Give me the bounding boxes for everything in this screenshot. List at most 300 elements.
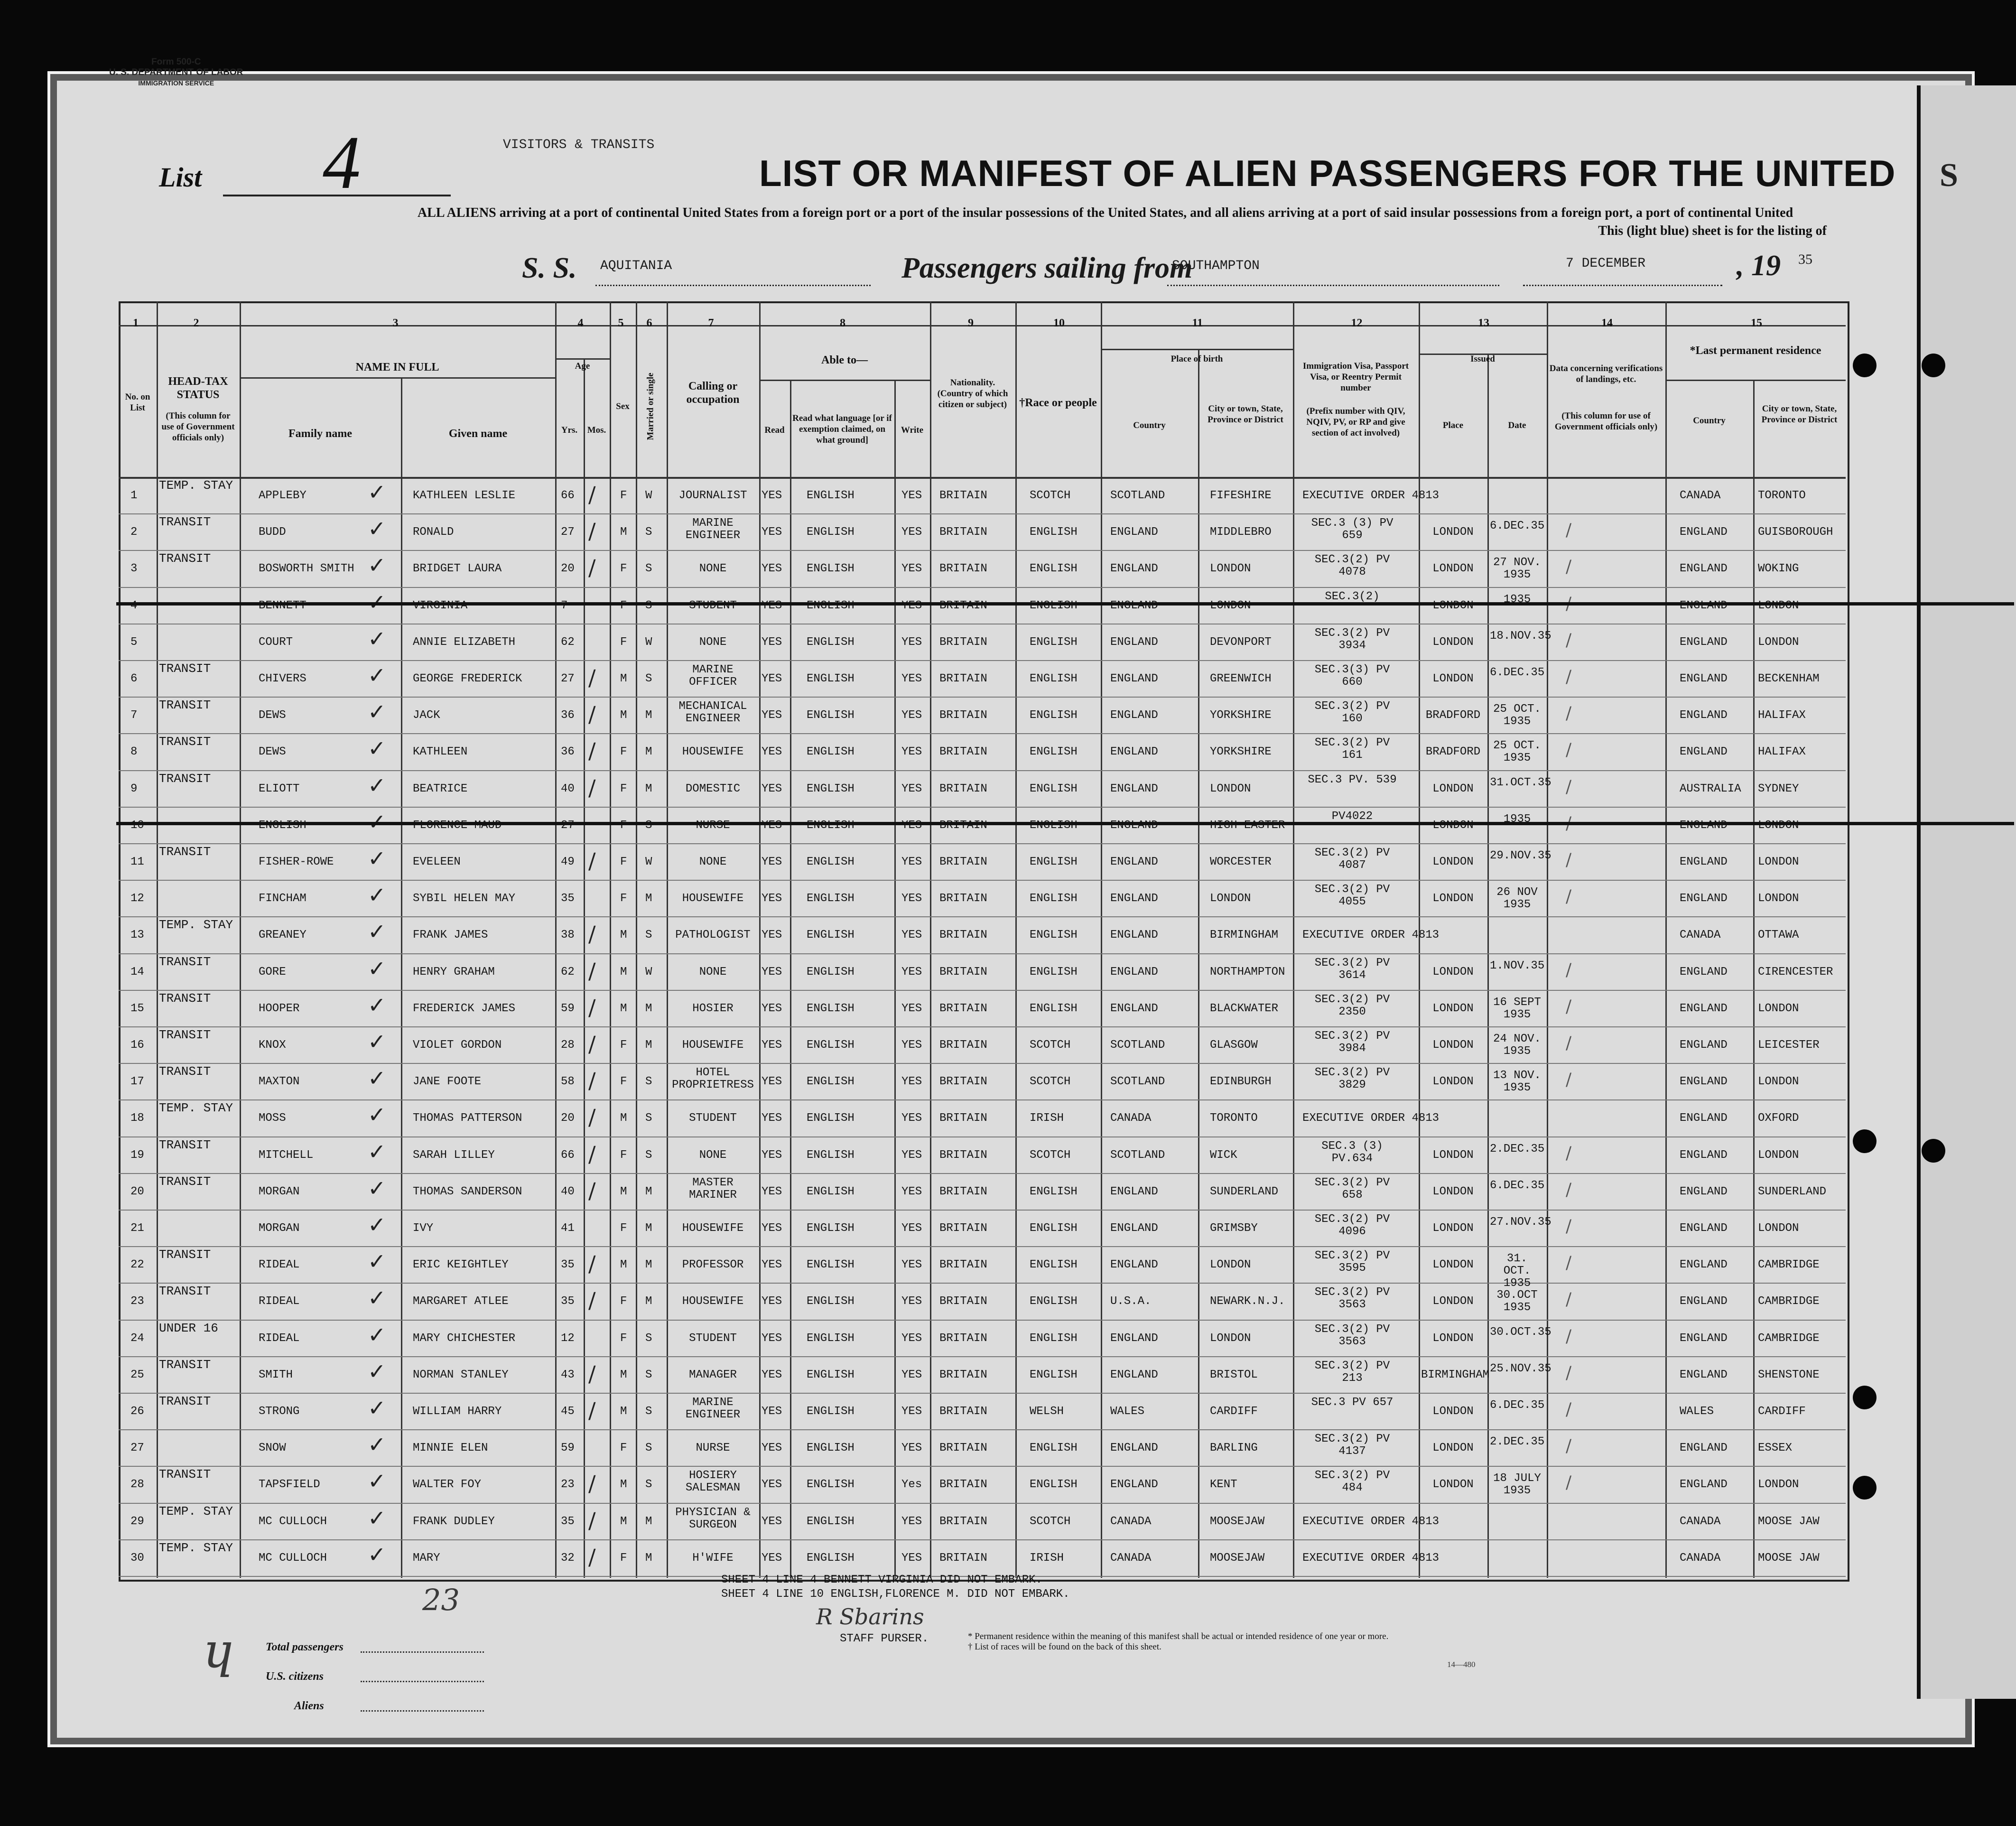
handwritten-tally-mark: ɥ (204, 1623, 235, 1678)
column-number-row-line (119, 325, 1846, 326)
table-row-line (119, 1099, 1846, 1100)
birth-city: CARDIFF (1210, 1405, 1258, 1418)
read-language: ENGLISH (807, 745, 855, 759)
check-mark-icon: / (588, 1141, 596, 1167)
row-number: 19 (130, 1148, 144, 1162)
department-name: U. S. DEPARTMENT OF LABOR (109, 67, 243, 77)
residence-country: ENGLAND (1680, 1112, 1728, 1125)
birth-country: CANADA (1110, 1515, 1152, 1528)
occupation: NONE (699, 856, 727, 868)
family-name: KNOX (259, 1039, 286, 1052)
family-name: MORGAN (259, 1222, 300, 1235)
read-language: ENGLISH (807, 1405, 855, 1418)
read-language: ENGLISH (807, 635, 855, 649)
sub-column-divider (790, 380, 791, 1578)
head-tax-status: TEMP. STAY (159, 1540, 233, 1555)
issue-place: LONDON (1432, 819, 1474, 832)
nationality: BRITAIN (939, 1295, 987, 1308)
can-read: YES (762, 1551, 782, 1565)
head-tax-status: TRANSIT (159, 991, 211, 1006)
check-mark-icon: ✓ (368, 1138, 386, 1165)
check-mark-icon: ✓ (368, 1065, 386, 1091)
given-name: WILLIAM HARRY (413, 1405, 502, 1418)
row-number: 1 (130, 489, 138, 502)
race-or-people: ENGLISH (1030, 1258, 1078, 1272)
category-stamp: VISITORS & TRANSITS (503, 138, 655, 152)
visa-number: SEC.3(2) PV 3595 (1314, 1249, 1390, 1275)
can-read: YES (762, 1075, 782, 1089)
check-mark-icon: / (1566, 1473, 1572, 1493)
birth-city: TORONTO (1210, 1112, 1258, 1125)
column-divider (1547, 301, 1548, 1578)
can-read: YES (762, 1405, 782, 1418)
birth-country: ENGLAND (1110, 1185, 1158, 1198)
issue-date: 31.OCT.35 (1490, 776, 1551, 789)
residence-city: SYDNEY (1758, 782, 1799, 795)
occupation: MARINE ENGINEER (685, 517, 741, 542)
can-write: YES (901, 526, 922, 539)
column-divider (636, 301, 637, 1578)
can-write: Yes (901, 1478, 922, 1491)
table-row-line (119, 770, 1846, 771)
residence-city: OTTAWA (1758, 929, 1799, 942)
visa-number: PV4022 (1331, 810, 1373, 823)
sex: F (620, 1075, 627, 1089)
read-language: ENGLISH (807, 1478, 855, 1491)
sex: F (620, 819, 627, 832)
column-number: 1 (133, 317, 139, 329)
residence-city: LONDON (1758, 1478, 1799, 1491)
race-or-people: ENGLISH (1030, 1295, 1078, 1308)
column-divider (157, 301, 158, 1578)
row-number: 21 (130, 1222, 144, 1235)
issue-date: 2.DEC.35 (1490, 1142, 1545, 1155)
read-language: ENGLISH (807, 892, 855, 905)
family-name: RIDEAL (259, 1258, 300, 1272)
sex: M (620, 1405, 627, 1418)
sub-header-line (1665, 380, 1846, 381)
sex: M (620, 1185, 627, 1198)
residence-country: ENGLAND (1680, 856, 1728, 868)
header-last-residence: *Last permanent residence (1690, 345, 1821, 357)
check-mark-icon: ✓ (368, 1248, 386, 1275)
can-read: YES (762, 965, 782, 978)
issue-place: LONDON (1432, 1039, 1474, 1052)
read-language: ENGLISH (807, 1185, 855, 1198)
given-name: WALTER FOY (413, 1478, 482, 1491)
header-head-tax-status: HEAD-TAX STATUS (168, 375, 228, 401)
nationality: BRITAIN (939, 1075, 987, 1089)
can-write: YES (901, 1368, 922, 1381)
sub-column-divider (584, 358, 585, 1578)
given-name: RONALD (413, 526, 454, 539)
given-name: IVY (413, 1222, 434, 1235)
column-divider (930, 301, 931, 1578)
family-name: MITCHELL (259, 1148, 314, 1162)
column-number: 13 (1478, 317, 1489, 329)
issue-place: LONDON (1432, 672, 1474, 685)
birth-country: SCOTLAND (1110, 1148, 1165, 1162)
departure-port-line (1167, 285, 1499, 286)
issue-date: 1935 (1503, 593, 1531, 606)
visa-number: SEC.3(3) PV 660 (1314, 663, 1390, 689)
nationality: BRITAIN (939, 1002, 987, 1015)
occupation: JOURNALIST (678, 489, 747, 502)
occupation: NONE (699, 635, 727, 649)
instruction-text (418, 204, 1841, 240)
issue-date: 29.NOV.35 (1490, 849, 1551, 862)
table-row-line (119, 513, 1846, 514)
birth-city: BRISTOL (1210, 1368, 1258, 1381)
nationality: BRITAIN (939, 965, 987, 978)
occupation: STUDENT (689, 1112, 737, 1125)
handwritten-count: 23 (422, 1583, 460, 1617)
column-number: 11 (1192, 317, 1203, 329)
age-years: 43 (561, 1368, 575, 1381)
staff-purser-label: STAFF PURSER. (840, 1632, 929, 1645)
birth-country: ENGLAND (1110, 672, 1158, 685)
can-write: YES (901, 1185, 922, 1198)
can-read: YES (762, 819, 782, 832)
birth-city: SUNDERLAND (1210, 1185, 1279, 1198)
column-divider (1665, 301, 1667, 1578)
head-tax-status: TRANSIT (159, 551, 211, 566)
read-language: ENGLISH (807, 819, 855, 832)
can-read: YES (762, 782, 782, 795)
age-years: 62 (561, 635, 575, 649)
residence-country: ENGLAND (1680, 672, 1728, 685)
issue-place: LONDON (1432, 782, 1474, 795)
visa-number: SEC.3(2) PV 3934 (1314, 626, 1390, 652)
given-name: THOMAS SANDERSON (413, 1185, 522, 1198)
header-nationality: Nationality. (Country of which citizen or subject) (937, 378, 1008, 410)
visa-number: EXECUTIVE ORDER 4813 (1302, 1515, 1440, 1528)
check-mark-icon: ✓ (368, 955, 386, 981)
check-mark-icon: ✓ (368, 882, 386, 908)
issue-place: LONDON (1432, 1148, 1474, 1162)
residence-city: CIRENCESTER (1758, 965, 1833, 978)
sex: F (620, 489, 627, 502)
race-or-people: SCOTCH (1030, 489, 1071, 502)
marital-status: S (645, 1332, 652, 1345)
residence-city: HALIFAX (1758, 709, 1806, 722)
sex: F (620, 856, 627, 868)
check-mark-icon: / (1566, 1143, 1572, 1163)
check-mark-icon: ✓ (368, 1505, 386, 1531)
can-read: YES (762, 526, 782, 539)
instruction-line-1: ALL ALIENS arriving at a port of continental United States from a foreign port or a port of the insular possessions of the United States, and all aliens arriving at a port of said insular possessions from a foreign port, a port of continental United (418, 205, 1793, 220)
race-or-people: SCOTCH (1030, 1148, 1071, 1162)
can-write: YES (901, 1039, 922, 1052)
birth-country: ENGLAND (1110, 1442, 1158, 1455)
occupation: STUDENT (689, 1332, 737, 1345)
check-mark-icon: ✓ (368, 772, 386, 798)
given-name: ANNIE ELIZABETH (413, 635, 516, 649)
age-years: 36 (561, 745, 575, 759)
check-mark-icon: / (1566, 1436, 1572, 1456)
occupation: NONE (699, 1148, 727, 1162)
birth-country: ENGLAND (1110, 929, 1158, 942)
marital-status: S (645, 1148, 652, 1162)
birth-city: HIGH EASTER (1210, 819, 1285, 832)
family-name: ENGLISH (259, 819, 307, 832)
read-language: ENGLISH (807, 1332, 855, 1345)
can-read: YES (762, 1112, 782, 1125)
residence-city: CAMBRIDGE (1758, 1295, 1820, 1308)
row-number: 30 (130, 1551, 144, 1565)
can-write: YES (901, 489, 922, 502)
check-mark-icon: / (588, 848, 596, 874)
read-language: ENGLISH (807, 1442, 855, 1455)
table-row-line (119, 807, 1846, 808)
family-name: FISHER-ROWE (259, 856, 334, 868)
birth-country: WALES (1110, 1405, 1145, 1418)
row-number: 7 (130, 709, 138, 722)
occupation: H'WIFE (692, 1551, 734, 1565)
age-years: 49 (561, 856, 575, 868)
check-mark-icon: ✓ (368, 1468, 386, 1494)
us-citizens-label: U.S. citizens (266, 1670, 324, 1683)
sex: M (620, 1112, 627, 1125)
sex: F (620, 745, 627, 759)
can-write: YES (901, 929, 922, 942)
check-mark-icon: / (1566, 777, 1572, 797)
residence-country: ENGLAND (1680, 709, 1728, 722)
check-mark-icon: / (588, 1251, 596, 1277)
issue-place: LONDON (1432, 965, 1474, 978)
nationality: BRITAIN (939, 1551, 987, 1565)
birth-city: YORKSHIRE (1210, 709, 1272, 722)
sex: M (620, 1002, 627, 1015)
birth-city: NORTHAMPTON (1210, 965, 1285, 978)
birth-city: WICK (1210, 1148, 1237, 1162)
check-mark-icon: / (588, 1068, 596, 1094)
row-number: 4 (130, 599, 138, 612)
race-or-people: ENGLISH (1030, 635, 1078, 649)
residence-country: ENGLAND (1680, 562, 1728, 576)
family-name: DEWS (259, 745, 286, 759)
departure-port: SOUTHAMPTON (1172, 259, 1260, 273)
birth-country: U.S.A. (1110, 1295, 1152, 1308)
birth-city: MOOSEJAW (1210, 1515, 1265, 1528)
family-name: RIDEAL (259, 1295, 300, 1308)
not-embarked-note-1: SHEET 4 LINE 4 BENNETT VIRGINIA DID NOT EMBARK. (721, 1574, 1042, 1586)
check-mark-icon: / (588, 921, 596, 947)
occupation: HOUSEWIFE (682, 1039, 744, 1052)
can-read: YES (762, 1515, 782, 1528)
residence-city: LONDON (1758, 819, 1799, 832)
column-divider (240, 301, 241, 1578)
sub-column-divider (1753, 380, 1755, 1578)
can-write: YES (901, 1295, 922, 1308)
read-language: ENGLISH (807, 1551, 855, 1565)
row-number: 23 (130, 1295, 144, 1308)
visa-number: SEC.3 PV 657 (1311, 1396, 1394, 1409)
visa-number: EXECUTIVE ORDER 4813 (1302, 1112, 1440, 1125)
read-language: ENGLISH (807, 1112, 855, 1125)
marital-status: S (645, 1442, 652, 1455)
can-write: YES (901, 1258, 922, 1272)
nationality: BRITAIN (939, 1442, 987, 1455)
marital-status: M (645, 1039, 652, 1052)
residence-country: ENGLAND (1680, 1075, 1728, 1089)
column-number: 9 (968, 317, 974, 329)
nationality: BRITAIN (939, 1258, 987, 1272)
marital-status: W (645, 489, 652, 502)
ship-label: S. S. (522, 252, 577, 284)
residence-country: ENGLAND (1680, 1332, 1728, 1345)
age-years: 20 (561, 1112, 575, 1125)
age-years: 66 (561, 489, 575, 502)
sex: M (620, 1515, 627, 1528)
header-age-years: Yrs. (561, 425, 578, 435)
issue-place: LONDON (1432, 1075, 1474, 1089)
birth-country: ENGLAND (1110, 599, 1158, 612)
race-or-people: SCOTCH (1030, 1075, 1071, 1089)
column-divider (1293, 301, 1294, 1578)
check-mark-icon: / (1566, 1326, 1572, 1346)
row-number: 29 (130, 1515, 144, 1528)
head-tax-status: TRANSIT (159, 1394, 211, 1408)
row-number: 28 (130, 1478, 144, 1491)
marital-status: M (645, 745, 652, 759)
row-number: 18 (130, 1112, 144, 1125)
header-verification-note: (This column for use of Government officials only) (1554, 411, 1658, 432)
family-name: MC CULLOCH (259, 1551, 327, 1565)
visa-number: SEC.3(2) PV 484 (1314, 1469, 1390, 1495)
occupation: NONE (699, 965, 727, 978)
table-row-line (119, 1429, 1846, 1430)
marital-status: M (645, 1258, 652, 1272)
can-read: YES (762, 1295, 782, 1308)
birth-country: ENGLAND (1110, 1332, 1158, 1345)
marital-status: W (645, 635, 652, 649)
can-write: YES (901, 892, 922, 905)
visa-number: SEC.3(2) PV 3563 (1314, 1286, 1390, 1312)
residence-city: GUISBOROUGH (1758, 526, 1833, 539)
header-birth-country: Country (1133, 420, 1166, 430)
can-write: YES (901, 856, 922, 868)
check-mark-icon: / (1566, 1253, 1572, 1273)
race-or-people: ENGLISH (1030, 672, 1078, 685)
sex: M (620, 526, 627, 539)
birth-city: BIRMINGHAM (1210, 929, 1279, 942)
residence-city: TORONTO (1758, 489, 1806, 502)
check-mark-icon: / (1566, 667, 1572, 687)
head-tax-status: TRANSIT (159, 698, 211, 713)
race-or-people: ENGLISH (1030, 1002, 1078, 1015)
given-name: BRIDGET LAURA (413, 562, 502, 576)
birth-city: DEVONPORT (1210, 635, 1272, 649)
service-name: IMMIGRATION SERVICE (138, 79, 214, 87)
visa-number: EXECUTIVE ORDER 4813 (1302, 1551, 1440, 1565)
residence-country: ENGLAND (1680, 1148, 1728, 1162)
check-mark-icon: / (1566, 1217, 1572, 1236)
check-mark-icon: ✓ (368, 516, 386, 542)
issue-place: LONDON (1432, 1002, 1474, 1015)
row-number: 3 (130, 562, 138, 576)
check-mark-icon: / (1566, 1180, 1572, 1200)
age-years: 27 (561, 819, 575, 832)
check-mark-icon: ✓ (368, 1541, 386, 1567)
check-mark-icon: ✓ (368, 809, 386, 835)
form-code: 14—480 (1447, 1660, 1476, 1669)
table-row-line (119, 916, 1846, 917)
check-mark-icon: / (1566, 1400, 1572, 1419)
check-mark-icon: / (1566, 630, 1572, 650)
visa-number: SEC.3(2) PV 4096 (1314, 1213, 1390, 1238)
can-read: YES (762, 1258, 782, 1272)
birth-country: ENGLAND (1110, 892, 1158, 905)
birth-city: MIDDLEBRO (1210, 526, 1272, 539)
issue-place: LONDON (1432, 1478, 1474, 1491)
binder-hole (1853, 1386, 1877, 1409)
marital-status: S (645, 562, 652, 576)
head-tax-status: TRANSIT (159, 954, 211, 969)
given-name: MARGARET ATLEE (413, 1295, 509, 1308)
check-mark-icon: / (1566, 1363, 1572, 1383)
read-language: ENGLISH (807, 709, 855, 722)
race-or-people: ENGLISH (1030, 929, 1078, 942)
table-row-line (119, 1320, 1846, 1321)
residence-country: ENGLAND (1680, 892, 1728, 905)
birth-country: ENGLAND (1110, 1368, 1158, 1381)
table-row-line (119, 660, 1846, 661)
residence-country: AUSTRALIA (1680, 782, 1741, 795)
age-years: 59 (561, 1002, 575, 1015)
can-write: YES (901, 782, 922, 795)
nationality: BRITAIN (939, 526, 987, 539)
nationality: BRITAIN (939, 599, 987, 612)
can-read: YES (762, 892, 782, 905)
sex: F (620, 1332, 627, 1345)
nationality: BRITAIN (939, 1405, 987, 1418)
age-years: 20 (561, 562, 575, 576)
race-or-people: SCOTCH (1030, 1515, 1071, 1528)
can-read: YES (762, 489, 782, 502)
can-read: YES (762, 1332, 782, 1345)
nationality: BRITAIN (939, 635, 987, 649)
header-visa-number: Immigration Visa, Passport Visa, or Reentry Permit number (1302, 361, 1409, 393)
birth-city: LONDON (1210, 562, 1251, 576)
nationality: BRITAIN (939, 856, 987, 868)
header-birth-city: City or town, State, Province or District (1208, 404, 1283, 425)
birth-city: EDINBURGH (1210, 1075, 1272, 1089)
marital-status: M (645, 1295, 652, 1308)
row-number: 16 (130, 1039, 144, 1052)
not-embarked-note-2: SHEET 4 LINE 10 ENGLISH,FLORENCE M. DID NOT EMBARK. (721, 1588, 1070, 1601)
residence-city: SUNDERLAND (1758, 1185, 1827, 1198)
read-language: ENGLISH (807, 782, 855, 795)
row-number: 2 (130, 526, 138, 539)
age-years: 12 (561, 1332, 575, 1345)
header-calling-or-occupation: Calling or occupation (686, 380, 740, 406)
column-divider (667, 301, 668, 1578)
issue-date: 13 NOV. 1935 (1493, 1069, 1541, 1095)
age-years: 27 (561, 526, 575, 539)
issue-place: BRADFORD (1425, 709, 1481, 722)
read-language: ENGLISH (807, 672, 855, 685)
residence-country: ENGLAND (1680, 1002, 1728, 1015)
check-mark-icon: ✓ (368, 589, 386, 615)
residence-city: LEICESTER (1758, 1039, 1820, 1052)
residence-city: LONDON (1758, 1002, 1799, 1015)
visa-number: SEC.3(2) PV 4055 (1314, 883, 1390, 909)
check-mark-icon: / (1566, 557, 1572, 577)
table-row-line (119, 1503, 1846, 1504)
check-mark-icon: ✓ (368, 699, 386, 725)
occupation: HOUSEWIFE (682, 1222, 744, 1235)
